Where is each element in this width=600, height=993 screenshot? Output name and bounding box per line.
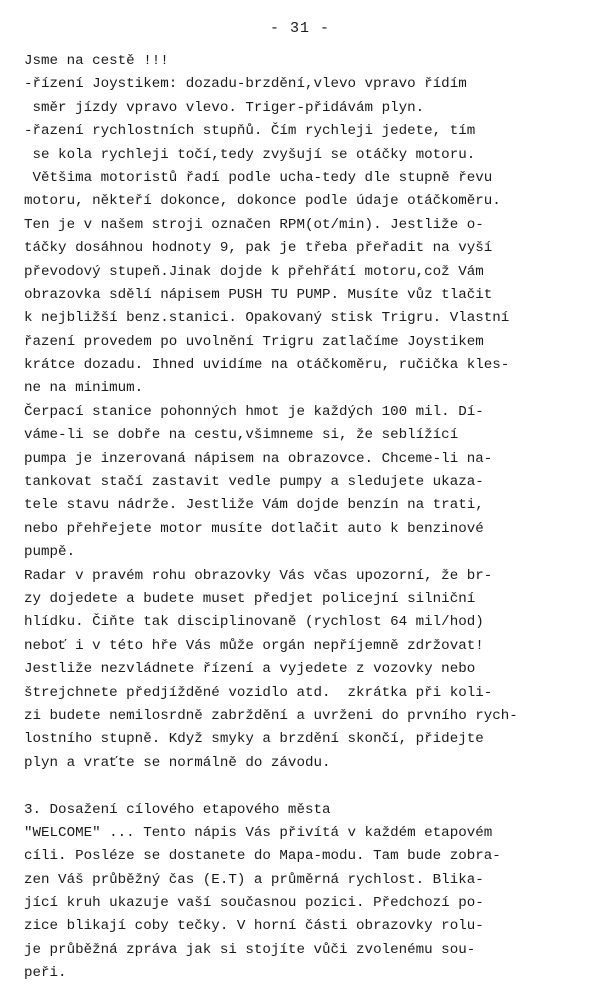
text-line: Jestliže nezvládnete řízení a vyjedete z vozovky nebo <box>24 661 476 678</box>
text-line: -řazení rychlostních stupňů. Čím rychleji jedete, tím <box>24 123 476 140</box>
text-line: váme-li se dobře na cestu,všimneme si, že seblížící <box>24 427 459 444</box>
text-line: tele stavu nádrže. Jestliže Vám dojde benzín na trati, <box>24 497 484 514</box>
text-line: 3. Dosažení cílového etapového města <box>24 801 331 818</box>
text-line: zen Váš průběžný čas (E.T) a průměrná rychlost. Blika- <box>24 871 484 888</box>
text-line: pumpě. <box>24 544 76 561</box>
text-line: nebo přehřejete motor musíte dotlačit auto k benzinové <box>24 520 484 537</box>
text-line: směr jízdy vpravo vlevo. Triger-přidávám plyn. <box>24 99 425 116</box>
text-line: cíli. Posléze se dostanete do Mapa-modu. Tam bude zobra- <box>24 848 501 865</box>
text-line: štrejchnete předjížděné vozidlo atd. zkrátka při koli- <box>24 684 493 701</box>
paragraph-gap <box>24 775 584 798</box>
page-number: - 31 - <box>269 20 330 37</box>
text-line: se kola rychleji točí,tedy zvyšují se otáčky motoru. <box>24 146 476 163</box>
text-line: Jsme na cestě !!! <box>24 53 169 69</box>
text-line: táčky dosáhnou hodnoty 9, pak je třeba přeřadit na vyší <box>24 240 493 257</box>
text-line: k nejbližší benz.stanici. Opakovaný stisk Trigru. Vlastní <box>24 310 510 327</box>
text-line: krátce dozadu. Ihned uvidíme na otáčkoměru, ručička kles- <box>24 357 510 374</box>
text-line: je průběžná zpráva jak si stojíte vůči zvolenému sou- <box>24 941 476 958</box>
text-line: jící kruh ukazuje vaší současnou pozici. Předchozí po- <box>24 895 484 912</box>
text-line: zice blikají coby tečky. V horní části obrazovky rolu- <box>24 918 484 935</box>
text-line: Čerpací stanice pohonných hmot je každých 100 mil. Dí- <box>24 403 484 420</box>
text-line: peři. <box>24 965 67 982</box>
text-line: neboť i v této hře Vás může orgán nepříjemně zdržovat! <box>24 637 484 654</box>
text-line: obrazovka sdělí nápisem PUSH TU PUMP. Musíte vůz tlačit <box>24 286 493 303</box>
document-body <box>24 50 584 986</box>
text-line: hlídku. Čiňte tak disciplinovaně (rychlost 64 mil/hod) <box>24 614 484 631</box>
text-line: "WELCOME" ... Tento nápis Vás přivítá v každém etapovém <box>24 824 493 841</box>
text-line: plyn a vraťte se normálně do závodu. <box>24 754 331 771</box>
text-line: Většima motoristů řadí podle ucha-tedy dle stupně řevu <box>24 169 493 186</box>
text-line: -řízení Joystikem: dozadu-brzdění,vlevo vpravo řídím <box>24 76 467 93</box>
text-line: Radar v pravém rohu obrazovky Vás včas upozorní, že br- <box>24 567 493 584</box>
text-line: převodový stupeň.Jinak dojde k přehřátí motoru,což Vám <box>24 263 484 280</box>
text-line: ne na minimum. <box>24 380 144 397</box>
text-line: lostního stupně. Když smyky a brzdění skončí, přidejte <box>24 731 484 748</box>
text-line: zy dojedete a budete muset předjet policejní silniční <box>24 590 476 607</box>
text-line: motoru, někteří dokonce, dokonce podle údaje otáčkoměru. <box>24 193 501 210</box>
text-line: Ten je v našem stroji označen RPM(ot/min). Jestliže o- <box>24 216 484 233</box>
text-line: řazení provedem po uvolnění Trigru zatlačíme Joystikem <box>24 333 484 350</box>
text-line: zi budete nemilosrdně zabrždění a uvrženi do prvního rych- <box>24 707 518 724</box>
text-line: pumpa je inzerovaná nápisem na obrazovce. Chceme-li na- <box>24 450 493 467</box>
text-line: tankovat stačí zastavit vedle pumpy a sledujete ukaza- <box>24 474 484 491</box>
